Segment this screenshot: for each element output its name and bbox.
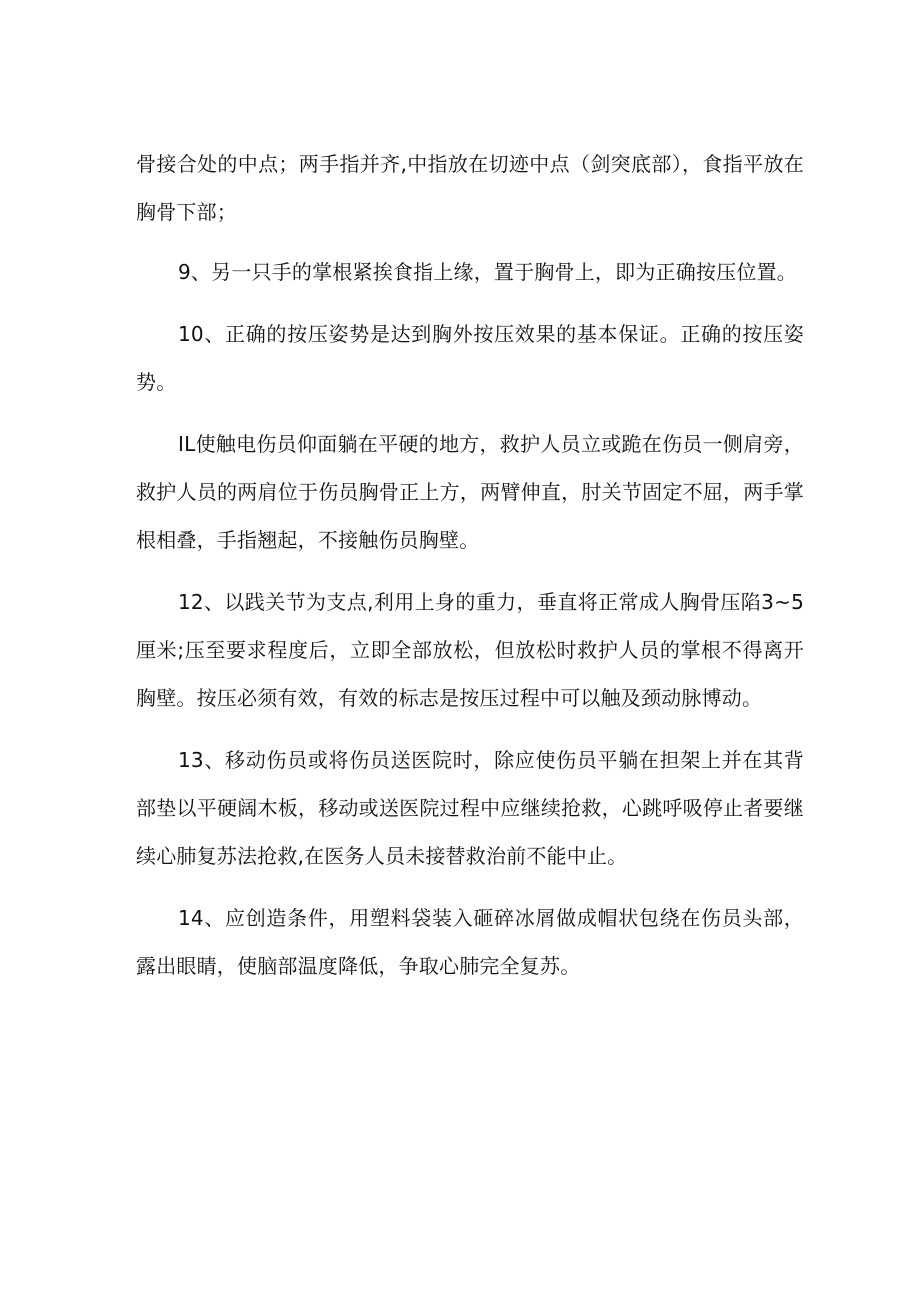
paragraph-item-14: 14、应创造条件，用塑料袋装入砸碎冰屑做成帽状包绕在伤员头部，露出眼睛，使脑部温度降低，争取心肺完全复苏。 <box>136 906 804 978</box>
paragraph-item-9: 9、另一只手的掌根紧挨食指上缘，置于胸骨上，即为正确按压位置。 <box>178 260 797 284</box>
paragraph-item-11: IL使触电伤员仰面躺在平硬的地方，救护人员立或跪在伤员一侧肩旁，救护人员的两肩位于伤员胸骨正上方，两臂伸直，肘关节固定不屈，两手掌根相叠，手指翘起，不接触伤员胸壁。 <box>136 432 804 552</box>
paragraph-continuation: 骨接合处的中点；两手指并齐,中指放在切迹中点（剑突底部），食指平放在胸骨下部； <box>136 152 804 224</box>
paragraph-item-10: 10、正确的按压姿势是达到胸外按压效果的基本保证。正确的按压姿势。 <box>136 322 804 394</box>
paragraph-item-12: 12、以践关节为支点,利用上身的重力，垂直将正常成人胸骨压陷3~5厘米;压至要求程度后，立即全部放松，但放松时救护人员的掌根不得离开胸壁。按压必须有效，有效的标志是按压过程中可以触及颈动脉博动。 <box>136 590 804 710</box>
document-body <box>136 140 804 1004</box>
paragraph-item-13: 13、移动伤员或将伤员送医院时，除应使伤员平躺在担架上并在其背部垫以平硬阔木板，移动或送医院过程中应继续抢救，心跳呼吸停止者要继续心肺复苏法抢救,在医务人员未接替救治前不能中止。 <box>136 748 804 868</box>
